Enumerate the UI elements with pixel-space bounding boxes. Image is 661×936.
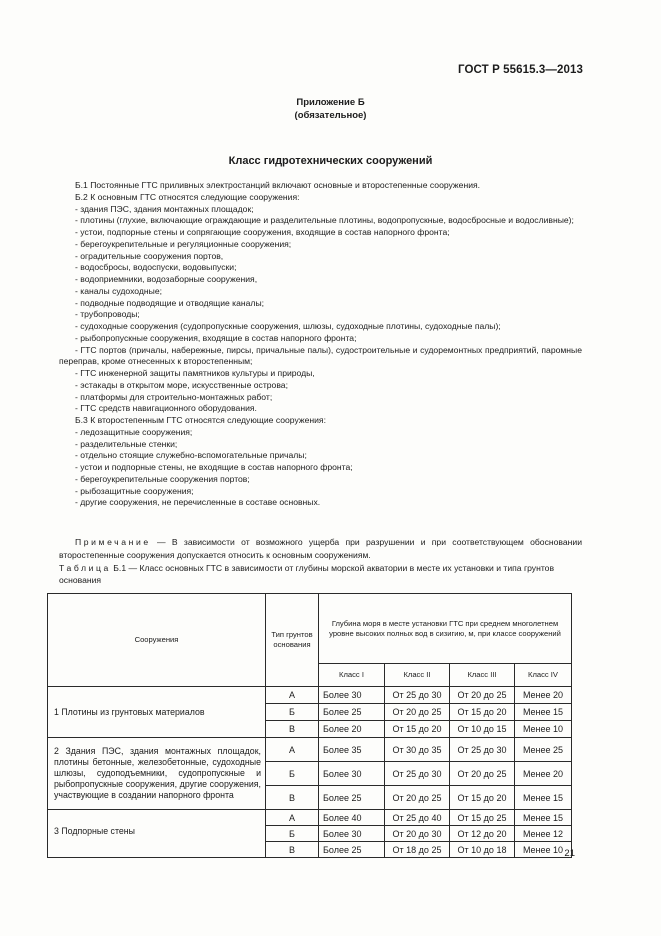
depth-cell-class-3: От 12 до 20 <box>450 826 515 842</box>
depth-cell-class-4: Менее 10 <box>515 842 572 858</box>
depth-cell-class-2: От 20 до 25 <box>385 786 450 810</box>
depth-cell-class-4: Менее 15 <box>515 810 572 826</box>
structure-name: 3 Подпорные стены <box>48 810 266 858</box>
table-caption-text: Б.1 — Класс основных ГТС в зависимости от глубины морской акватории в месте их установки и типа грунтов основания <box>59 563 555 585</box>
header-class-2: Класс II <box>385 664 450 687</box>
list-item: - ледозащитные сооружения; <box>75 426 193 437</box>
list-item: - платформы для строительно-монтажных работ; <box>75 391 273 402</box>
depth-cell-class-3: От 15 до 25 <box>450 810 515 826</box>
note-label: Примечание <box>75 537 151 547</box>
list-item: - плотины (глухие, включающие ограждающие и разделительные плотины, водопропускные, водосбросные и водосливные); <box>75 215 574 226</box>
table-caption <box>59 563 582 586</box>
soil-type-cell: А <box>266 687 319 704</box>
depth-cell-class-3: От 20 до 25 <box>450 687 515 704</box>
clause-paragraph: Б.3 К второстепенным ГТС относятся следующие сооружения: <box>75 415 326 425</box>
table-row <box>48 810 572 826</box>
list-item: - другие сооружения, не перечисленные в составе основных. <box>75 497 321 508</box>
list-item: - трубопроводы; <box>75 309 140 320</box>
list-item: - судоходные сооружения (судопропускные сооружения, шлюзы, судоходные плотины, судоходные палы); <box>75 321 501 331</box>
list-item: - ГТС средств навигационного оборудования. <box>75 403 257 414</box>
list-item: - ГТС портов (причалы, набережные, пирсы, причальные палы), судостроительные и судоремонтных предприятий, паромные переправ, кроме отнесенных к второстепенным; <box>59 344 582 367</box>
header-depth: Глубина моря в месте установки ГТС при среднем многолетнем уровне высоких полных вод в сизигию, м, при классе сооружений <box>319 594 572 664</box>
body-text <box>59 180 582 509</box>
depth-cell-class-1: Более 25 <box>319 842 385 858</box>
header-class-1: Класс I <box>319 664 385 687</box>
list-item: - берегоукрепительные сооружения портов; <box>75 473 250 484</box>
depth-cell-class-4: Менее 12 <box>515 826 572 842</box>
depth-cell-class-3: От 20 до 25 <box>450 762 515 786</box>
depth-cell-class-1: Более 35 <box>319 738 385 762</box>
list-item: - здания ПЭС, здания монтажных площадок; <box>75 203 254 214</box>
list-item: - разделительные стенки; <box>75 438 178 449</box>
soil-type-cell: А <box>266 738 319 762</box>
depth-cell-class-1: Более 25 <box>319 786 385 810</box>
list-item: - устои, подпорные стены и сопрягающие сооружения, входящие в состав напорного фронта; <box>75 227 450 237</box>
depth-cell-class-2: От 18 до 25 <box>385 842 450 858</box>
soil-type-cell: Б <box>266 762 319 786</box>
depth-cell-class-3: От 10 до 15 <box>450 721 515 738</box>
soil-type-cell: В <box>266 842 319 858</box>
depth-cell-class-4: Менее 25 <box>515 738 572 762</box>
depth-cell-class-3: От 10 до 18 <box>450 842 515 858</box>
depth-cell-class-1: Более 30 <box>319 687 385 704</box>
table-caption-label: Таблица <box>59 563 111 573</box>
depth-cell-class-1: Более 30 <box>319 826 385 842</box>
header-soil-type: Тип грунтов основания <box>266 594 319 687</box>
list-item: - рыбозащитные сооружения; <box>75 485 194 496</box>
structure-name: 1 Плотины из грунтовых материалов <box>48 687 266 738</box>
list-item: - каналы судоходные; <box>75 285 162 296</box>
note-text: — В зависимости от возможного ущерба при разрушении и при соответствующем обосновании второстепенные сооружения допускается относить к основным сооружениям. <box>59 537 582 560</box>
table-row <box>48 738 572 762</box>
structure-name: 2 Здания ПЭС, здания монтажных площадок, плотины бетонные, железобетонные, судоходные шлюзы, судоподъемники, судопропускные и рыбопропускные сооружения, другие сооружения, участвующие в создании напорного фронта <box>48 738 266 810</box>
list-item: - водоприемники, водозаборные сооружения, <box>75 274 258 284</box>
note-block <box>59 536 582 561</box>
depth-cell-class-2: От 25 до 30 <box>385 687 450 704</box>
header-class-4: Класс IV <box>515 664 572 687</box>
list-item: - оградительные сооружения портов, <box>75 250 224 261</box>
list-item: - устои и подпорные стены, не входящие в состав напорного фронта; <box>75 462 353 472</box>
depth-cell-class-2: От 25 до 40 <box>385 810 450 826</box>
depth-cell-class-1: Более 20 <box>319 721 385 738</box>
depth-cell-class-4: Менее 10 <box>515 721 572 738</box>
depth-cell-class-4: Менее 20 <box>515 687 572 704</box>
list-item: - рыбопропускные сооружения, входящие в состав напорного фронта; <box>75 332 357 343</box>
header-document-code: ГОСТ Р 55615.3—2013 <box>458 64 583 76</box>
table-row <box>48 687 572 704</box>
header-structure: Сооружения <box>48 594 266 687</box>
list-item: - берегоукрепительные и регуляционные сооружения; <box>75 238 292 249</box>
list-item: - ГТС инженерной защиты памятников культуры и природы, <box>75 368 315 378</box>
appendix-title: Приложение Б <box>296 97 365 108</box>
depth-cell-class-4: Менее 15 <box>515 786 572 810</box>
soil-type-cell: В <box>266 786 319 810</box>
section-title: Класс гидротехнических сооружений <box>228 155 433 167</box>
list-item: - водосбросы, водоспуски, водовыпуски; <box>75 262 237 273</box>
depth-cell-class-2: От 20 до 25 <box>385 704 450 721</box>
depth-cell-class-3: От 15 до 20 <box>450 704 515 721</box>
depth-cell-class-3: От 15 до 20 <box>450 786 515 810</box>
depth-cell-class-2: От 30 до 35 <box>385 738 450 762</box>
depth-cell-class-4: Менее 20 <box>515 762 572 786</box>
soil-type-cell: В <box>266 721 319 738</box>
depth-cell-class-2: От 25 до 30 <box>385 762 450 786</box>
clause-paragraph: Б.1 Постоянные ГТС приливных электростанций включают основные и второстепенные сооружения. <box>75 180 481 190</box>
appendix-status: (обязательное) <box>294 110 367 121</box>
list-item: - отдельно стоящие служебно-вспомогательные причалы; <box>75 450 307 461</box>
depth-cell-class-4: Менее 15 <box>515 704 572 721</box>
depth-cell-class-1: Более 25 <box>319 704 385 721</box>
soil-type-cell: Б <box>266 704 319 721</box>
depth-cell-class-1: Более 40 <box>319 810 385 826</box>
list-item: - подводные подводящие и отводящие каналы; <box>75 297 265 308</box>
depth-cell-class-3: От 25 до 30 <box>450 738 515 762</box>
depth-cell-class-1: Более 30 <box>319 762 385 786</box>
soil-type-cell: А <box>266 810 319 826</box>
header-class-3: Класс III <box>450 664 515 687</box>
depth-cell-class-2: От 20 до 30 <box>385 826 450 842</box>
page-number: 21 <box>564 848 575 859</box>
appendix-heading <box>0 96 661 122</box>
clause-paragraph: Б.2 К основным ГТС относятся следующие сооружения: <box>75 191 300 202</box>
soil-type-cell: Б <box>266 826 319 842</box>
list-item: - эстакады в открытом море, искусственные острова; <box>75 379 288 390</box>
class-table <box>47 593 572 858</box>
depth-cell-class-2: От 15 до 20 <box>385 721 450 738</box>
